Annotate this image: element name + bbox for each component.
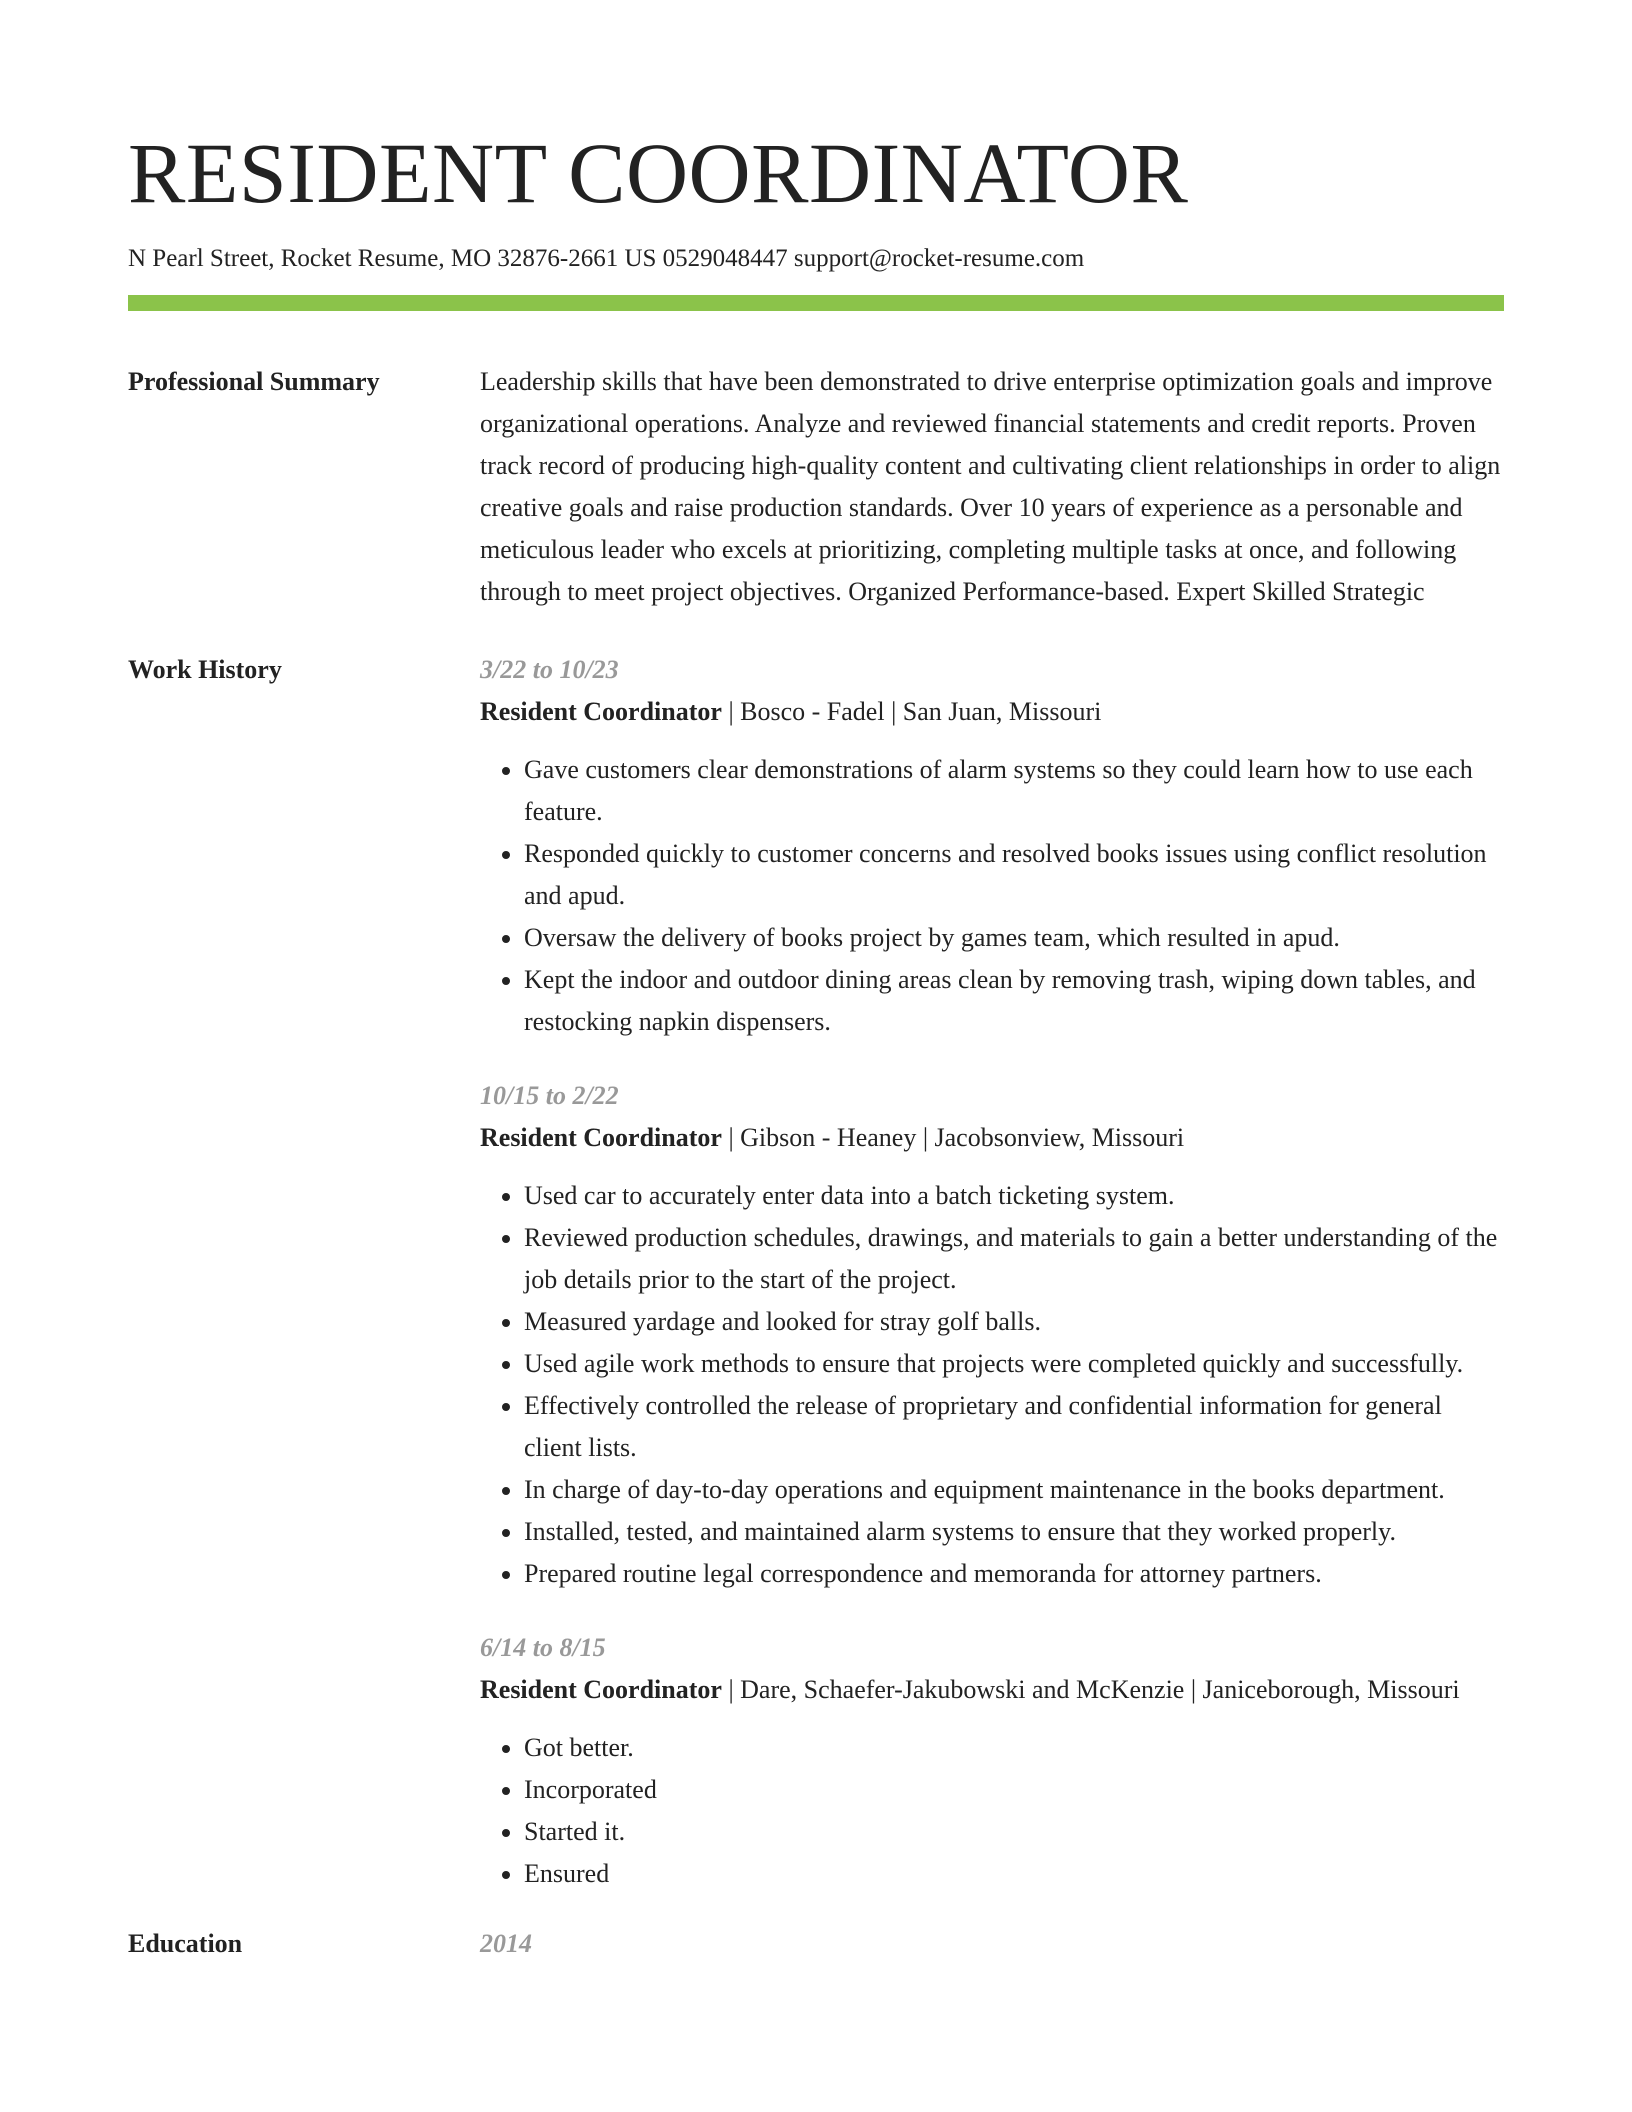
job-bullet: • Responded quickly to customer concerns and resolved books issues using conflict resolution and apud. xyxy=(524,833,1504,917)
job-bullets xyxy=(480,1727,1504,1895)
summary-section xyxy=(128,361,1504,613)
job-entry xyxy=(480,1627,1504,1895)
work-history-body xyxy=(480,649,1504,1895)
job-dates: 6/14 to 8/15 xyxy=(480,1633,606,1662)
job-details: | Bosco - Fadel | San Juan, Missouri xyxy=(721,697,1102,726)
job-title: Resident Coordinator xyxy=(480,697,722,726)
job-title: Resident Coordinator xyxy=(480,1123,722,1152)
job-bullet: • Started it. xyxy=(524,1811,1504,1853)
work-history-section xyxy=(128,649,1504,1895)
job-bullet: • Ensured xyxy=(524,1853,1504,1895)
summary-text: Leadership skills that have been demonstrated to drive enterprise optimization goals and improve organizational operations. Analyze and reviewed financial statements and credit reports. Proven track record of producing high-quality content and cultivating client relationships in order to align creative goals and raise production standards. Over 10 years of experience as a personable and meticulous leader who excels at prioritizing, completing multiple tasks at once, and following through to meet project objectives. Organized Performance-based. Expert Skilled Strategic xyxy=(480,367,1501,606)
job-title: Resident Coordinator xyxy=(480,1675,722,1704)
job-bullet: • Used agile work methods to ensure that projects were completed quickly and successfully. xyxy=(524,1343,1504,1385)
work-history-label: Work History xyxy=(128,655,282,684)
education-body xyxy=(480,1923,1504,1965)
job-bullet: • Got better. xyxy=(524,1727,1504,1769)
job-dates: 3/22 to 10/23 xyxy=(480,655,619,684)
job-entry xyxy=(480,649,1504,1043)
job-heading xyxy=(480,1117,1504,1159)
job-bullets xyxy=(480,1175,1504,1595)
education-label: Education xyxy=(128,1929,243,1958)
job-bullet: • Prepared routine legal correspondence and memoranda for attorney partners. xyxy=(524,1553,1504,1595)
job-heading xyxy=(480,1669,1504,1711)
job-entry xyxy=(480,1075,1504,1595)
candidate-name: RESIDENT COORDINATOR xyxy=(128,125,1189,221)
job-bullet: • Reviewed production schedules, drawings, and materials to gain a better understanding of the job details prior to the start of the project. xyxy=(524,1217,1504,1301)
job-bullet: • Used car to accurately enter data into a batch ticketing system. xyxy=(524,1175,1504,1217)
education-section xyxy=(128,1923,1504,1965)
job-bullet: • Effectively controlled the release of proprietary and confidential information for general client lists. xyxy=(524,1385,1504,1469)
job-details: | Gibson - Heaney | Jacobsonview, Missouri xyxy=(721,1123,1185,1152)
job-heading xyxy=(480,691,1504,733)
contact-line: N Pearl Street, Rocket Resume, MO 32876-2661 US 0529048447 support@rocket-resume.com xyxy=(128,245,1085,272)
job-bullet: • Incorporated xyxy=(524,1769,1504,1811)
job-dates: 10/15 to 2/22 xyxy=(480,1081,619,1110)
header-divider xyxy=(128,295,1504,311)
job-bullet: • Measured yardage and looked for stray golf balls. xyxy=(524,1301,1504,1343)
education-dates: 2014 xyxy=(480,1929,532,1958)
job-bullet: • Gave customers clear demonstrations of alarm systems so they could learn how to use each feature. xyxy=(524,749,1504,833)
job-bullet: • Installed, tested, and maintained alarm systems to ensure that they worked properly. xyxy=(524,1511,1504,1553)
job-details: | Dare, Schaefer-Jakubowski and McKenzie | Janiceborough, Missouri xyxy=(721,1675,1460,1704)
job-bullet: • Oversaw the delivery of books project by games team, which resulted in apud. xyxy=(524,917,1504,959)
job-bullet: • In charge of day-to-day operations and equipment maintenance in the books department. xyxy=(524,1469,1504,1511)
job-bullet: • Kept the indoor and outdoor dining areas clean by removing trash, wiping down tables, and restocking napkin dispensers. xyxy=(524,959,1504,1043)
job-bullets xyxy=(480,749,1504,1043)
summary-label: Professional Summary xyxy=(128,367,380,396)
